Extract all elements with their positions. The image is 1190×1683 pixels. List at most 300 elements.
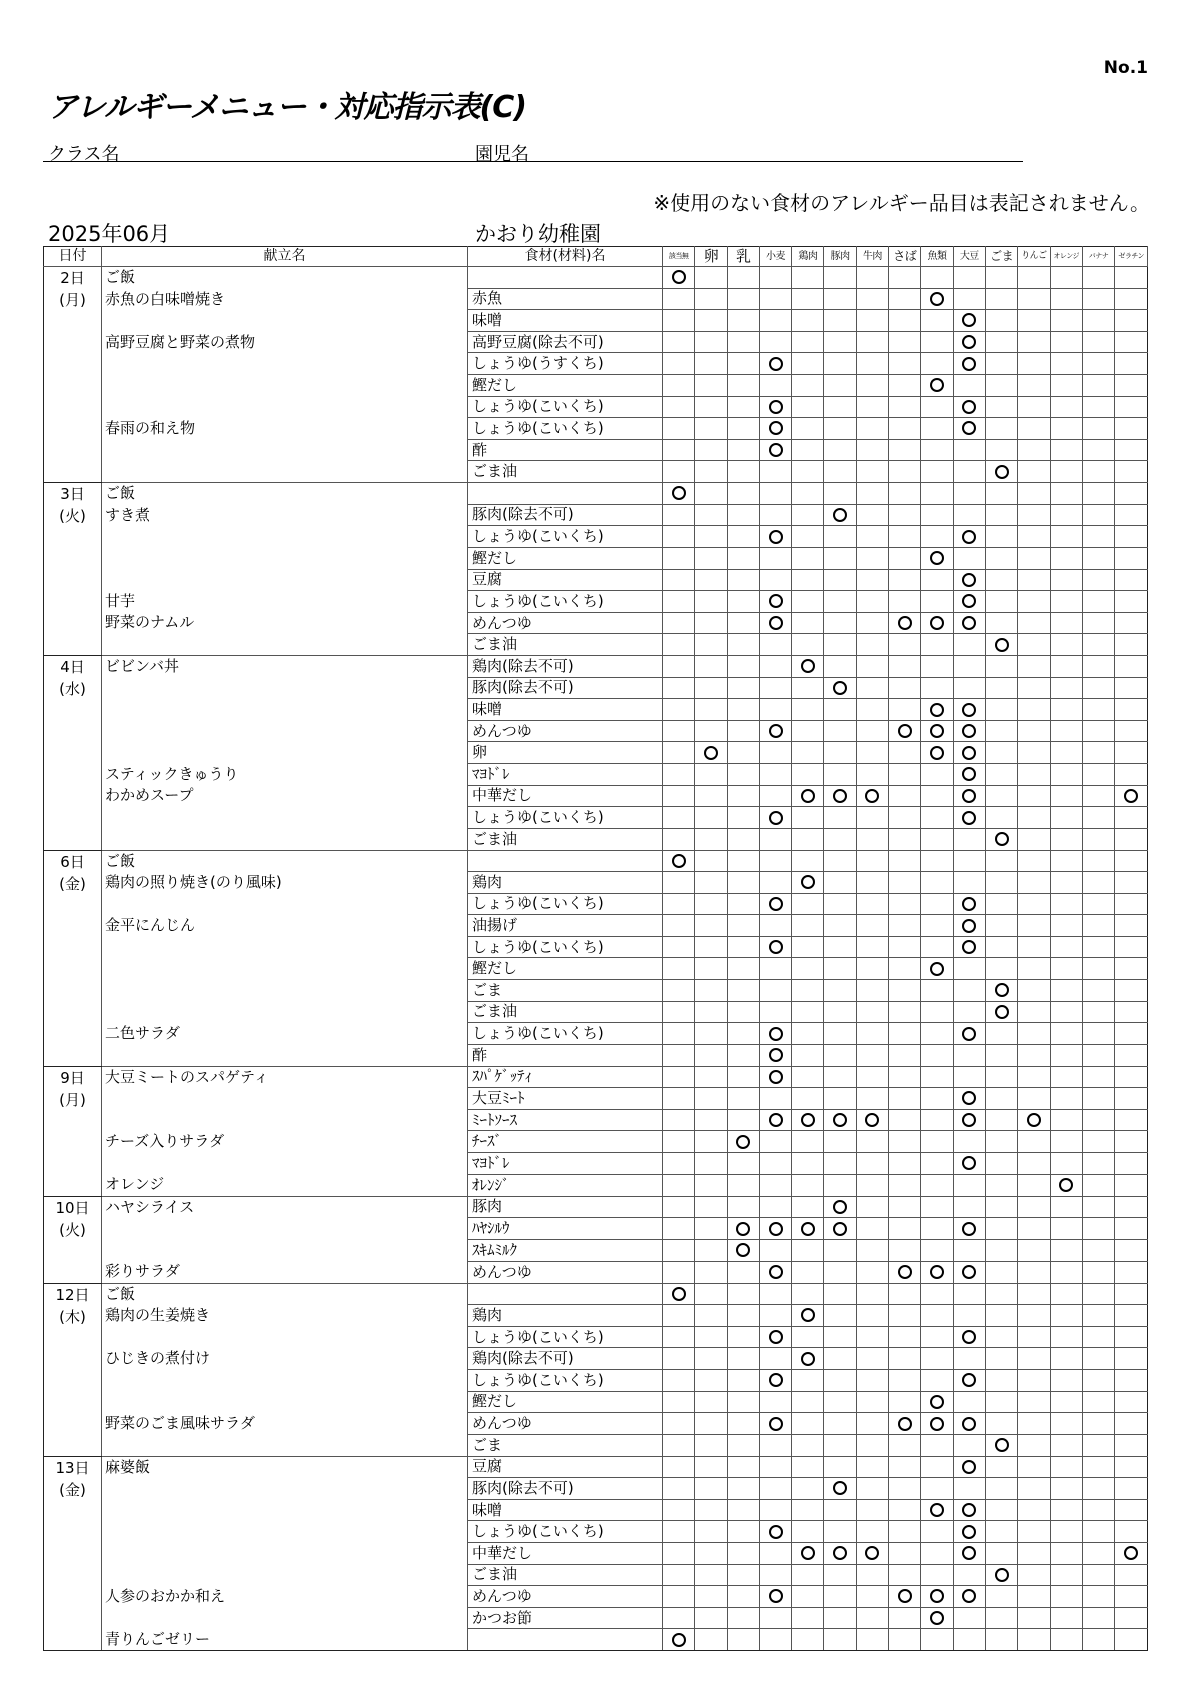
allergen-cell <box>1050 677 1082 699</box>
dish-name <box>102 1110 467 1132</box>
allergen-cell <box>663 634 695 656</box>
allergen-cell <box>985 1607 1017 1629</box>
allergen-cell <box>695 720 727 742</box>
allergen-cell <box>727 677 759 699</box>
allergen-cell <box>1050 1109 1082 1131</box>
allergen-cell <box>1115 1066 1148 1088</box>
allergen-cell <box>759 1326 791 1348</box>
allergen-cell <box>727 1109 759 1131</box>
allergen-cell <box>1082 958 1114 980</box>
allergen-cell <box>921 310 953 332</box>
allergen-mark-circle <box>801 1222 815 1236</box>
allergen-cell <box>663 1499 695 1521</box>
allergen-mark-circle <box>962 940 976 954</box>
dish-cell <box>102 267 468 483</box>
allergen-cell <box>824 267 856 289</box>
allergen-cell <box>759 1629 791 1651</box>
allergen-mark-circle <box>865 789 879 803</box>
allergen-cell <box>1018 1413 1050 1435</box>
dish-name <box>102 894 467 916</box>
table-row <box>44 1066 1148 1088</box>
allergen-mark-circle <box>930 703 944 717</box>
allergen-cell <box>759 699 791 721</box>
allergen-cell <box>921 1218 953 1240</box>
allergen-cell <box>985 1044 1017 1066</box>
allergen-cell <box>1082 1174 1114 1196</box>
allergen-mark-circle <box>801 1113 815 1127</box>
allergen-cell <box>1082 1261 1114 1283</box>
allergen-cell <box>792 418 824 440</box>
allergen-cell <box>1115 872 1148 894</box>
allergen-mark-circle <box>769 421 783 435</box>
ingredient-name: 鰹だし <box>468 1391 663 1413</box>
allergen-cell <box>921 1478 953 1500</box>
allergen-cell <box>889 958 921 980</box>
allergen-cell <box>824 439 856 461</box>
allergen-mark-circle <box>995 983 1009 997</box>
allergen-cell <box>1115 547 1148 569</box>
allergen-cell <box>1115 439 1148 461</box>
allergen-cell <box>824 764 856 786</box>
allergen-cell <box>824 1370 856 1392</box>
allergen-cell <box>759 526 791 548</box>
ingredient-name: 豚肉(除去不可) <box>468 1478 663 1500</box>
allergen-cell <box>727 1196 759 1218</box>
ingredient-name: 鰹だし <box>468 374 663 396</box>
ingredient-name <box>468 1283 663 1305</box>
allergen-cell <box>759 1153 791 1175</box>
allergen-cell <box>727 569 759 591</box>
school-name: かおり幼稚園 <box>475 222 601 246</box>
allergen-cell <box>695 828 727 850</box>
allergen-cell <box>792 958 824 980</box>
allergen-cell <box>1115 1240 1148 1262</box>
dish-name <box>102 1478 467 1500</box>
date-day: 3日 <box>60 485 85 503</box>
allergen-mark-circle <box>769 357 783 371</box>
allergen-mark-circle <box>962 616 976 630</box>
allergen-cell <box>953 634 985 656</box>
dish-name <box>102 1153 467 1175</box>
header-allergen: 乳 <box>727 247 759 267</box>
allergen-cell <box>727 1240 759 1262</box>
allergen-cell <box>1050 1478 1082 1500</box>
allergen-cell <box>953 569 985 591</box>
allergen-cell <box>1082 677 1114 699</box>
allergen-cell <box>1050 1607 1082 1629</box>
table-row <box>44 267 1148 289</box>
allergen-cell <box>727 439 759 461</box>
allergen-cell <box>663 1066 695 1088</box>
allergen-cell <box>824 872 856 894</box>
allergen-cell <box>695 1305 727 1327</box>
allergen-cell <box>985 1370 1017 1392</box>
allergen-cell <box>824 828 856 850</box>
allergen-cell <box>1115 1044 1148 1066</box>
allergen-cell <box>824 1348 856 1370</box>
allergen-cell <box>921 1499 953 1521</box>
allergen-cell <box>953 1564 985 1586</box>
allergen-cell <box>824 569 856 591</box>
allergen-cell <box>759 1370 791 1392</box>
allergen-cell <box>695 1044 727 1066</box>
allergen-mark-circle <box>962 357 976 371</box>
allergen-cell <box>695 1066 727 1088</box>
allergen-cell <box>663 1348 695 1370</box>
allergen-cell <box>663 1370 695 1392</box>
allergen-cell <box>1082 1391 1114 1413</box>
allergen-mark-circle <box>962 1460 976 1474</box>
allergen-mark-circle <box>1027 1113 1041 1127</box>
dish-name <box>102 353 467 375</box>
allergen-cell <box>663 1391 695 1413</box>
header-dish: 献立名 <box>102 247 468 267</box>
allergen-cell <box>663 699 695 721</box>
allergen-cell <box>953 807 985 829</box>
allergen-cell <box>856 1542 888 1564</box>
allergen-cell <box>985 1261 1017 1283</box>
allergen-cell <box>824 591 856 613</box>
ingredient-name: しょうゆ(こいくち) <box>468 526 663 548</box>
allergen-cell <box>1082 461 1114 483</box>
allergen-cell <box>953 893 985 915</box>
dish-cell <box>102 1283 468 1456</box>
allergen-mark-circle <box>962 335 976 349</box>
allergen-cell <box>663 1240 695 1262</box>
allergen-mark-circle <box>962 573 976 587</box>
allergen-cell <box>792 612 824 634</box>
ingredient-name: しょうゆ(こいくち) <box>468 396 663 418</box>
date-weekday: (金) <box>59 1480 86 1499</box>
allergen-cell <box>792 807 824 829</box>
allergen-cell <box>889 1066 921 1088</box>
allergen-cell <box>921 418 953 440</box>
allergen-cell <box>663 1478 695 1500</box>
class-name-line[interactable] <box>43 161 473 162</box>
allergen-cell <box>695 1391 727 1413</box>
allergen-cell <box>1082 1023 1114 1045</box>
allergen-cell <box>1018 1066 1050 1088</box>
allergen-cell <box>1018 526 1050 548</box>
allergen-cell <box>953 331 985 353</box>
allergen-cell <box>953 504 985 526</box>
allergen-cell <box>663 742 695 764</box>
allergen-cell <box>695 807 727 829</box>
allergen-cell <box>921 1088 953 1110</box>
allergen-cell <box>759 483 791 505</box>
allergen-cell <box>921 656 953 678</box>
allergen-cell <box>921 764 953 786</box>
allergen-cell <box>824 374 856 396</box>
allergen-cell <box>1018 1456 1050 1478</box>
allergen-cell <box>695 1326 727 1348</box>
allergen-cell <box>1115 1305 1148 1327</box>
allergen-cell <box>985 418 1017 440</box>
allergen-cell <box>1018 331 1050 353</box>
allergen-cell <box>953 656 985 678</box>
allergen-cell <box>792 634 824 656</box>
allergen-cell <box>695 1023 727 1045</box>
ingredient-name: ﾐｰﾄｿｰｽ <box>468 1109 663 1131</box>
allergen-cell <box>759 785 791 807</box>
allergen-cell <box>1018 353 1050 375</box>
allergen-cell <box>695 288 727 310</box>
allergen-cell <box>921 1434 953 1456</box>
allergen-cell <box>695 310 727 332</box>
allergen-cell <box>889 1174 921 1196</box>
allergen-cell <box>1115 1001 1148 1023</box>
allergen-cell <box>985 461 1017 483</box>
allergen-cell <box>985 267 1017 289</box>
allergen-cell <box>663 785 695 807</box>
allergen-mark-circle <box>833 1546 847 1560</box>
allergen-cell <box>856 1218 888 1240</box>
allergen-cell <box>921 612 953 634</box>
allergen-cell <box>695 1240 727 1262</box>
allergen-cell <box>1018 1174 1050 1196</box>
allergen-cell <box>824 742 856 764</box>
allergen-mark-circle <box>769 897 783 911</box>
ingredient-name: 中華だし <box>468 785 663 807</box>
allergen-mark-circle <box>930 378 944 392</box>
dish-name: 彩りサラダ <box>105 1262 180 1280</box>
allergen-mark-circle <box>962 919 976 933</box>
allergen-cell <box>953 396 985 418</box>
allergen-cell <box>1082 504 1114 526</box>
allergen-cell <box>1018 310 1050 332</box>
dish-name: ご飯 <box>105 268 136 286</box>
allergen-cell <box>663 310 695 332</box>
allergen-cell <box>824 1174 856 1196</box>
allergen-cell <box>727 980 759 1002</box>
allergen-cell <box>953 1174 985 1196</box>
allergen-cell <box>824 807 856 829</box>
allergen-mark-circle <box>930 551 944 565</box>
allergen-mark-circle <box>769 1027 783 1041</box>
allergen-cell <box>1115 828 1148 850</box>
allergen-cell <box>921 1001 953 1023</box>
allergen-cell <box>792 1261 824 1283</box>
allergen-cell <box>1050 526 1082 548</box>
allergen-cell <box>727 591 759 613</box>
allergen-cell <box>856 526 888 548</box>
allergen-cell <box>727 504 759 526</box>
allergen-cell <box>985 1413 1017 1435</box>
allergen-cell <box>1115 1023 1148 1045</box>
allergen-cell <box>824 980 856 1002</box>
allergen-cell <box>889 1434 921 1456</box>
allergen-cell <box>985 1586 1017 1608</box>
allergen-cell <box>727 915 759 937</box>
allergen-cell <box>663 288 695 310</box>
allergen-mark-circle <box>930 292 944 306</box>
date-day: 12日 <box>55 1285 90 1304</box>
allergen-cell <box>695 656 727 678</box>
allergen-cell <box>953 1521 985 1543</box>
ingredient-name: めんつゆ <box>468 720 663 742</box>
allergen-cell <box>985 785 1017 807</box>
allergen-cell <box>889 742 921 764</box>
allergen-cell <box>663 483 695 505</box>
allergen-cell <box>889 1196 921 1218</box>
allergen-cell <box>695 461 727 483</box>
allergen-cell <box>921 1174 953 1196</box>
allergen-cell <box>921 1044 953 1066</box>
allergen-cell <box>727 893 759 915</box>
allergen-cell <box>824 288 856 310</box>
allergen-cell <box>1082 1088 1114 1110</box>
allergen-cell <box>953 1434 985 1456</box>
allergen-cell <box>759 1521 791 1543</box>
allergen-cell <box>921 915 953 937</box>
allergen-cell <box>759 591 791 613</box>
allergen-cell <box>792 1066 824 1088</box>
allergen-cell <box>1050 807 1082 829</box>
allergen-cell <box>695 958 727 980</box>
allergen-cell <box>1115 1088 1148 1110</box>
allergen-cell <box>792 1196 824 1218</box>
allergen-cell <box>695 1586 727 1608</box>
allergen-cell <box>727 374 759 396</box>
allergen-cell <box>727 1283 759 1305</box>
allergen-cell <box>921 267 953 289</box>
allergen-cell <box>663 374 695 396</box>
allergen-cell <box>889 1629 921 1651</box>
allergen-cell <box>663 1305 695 1327</box>
allergen-cell <box>792 288 824 310</box>
allergen-cell <box>1050 785 1082 807</box>
allergen-cell <box>824 1607 856 1629</box>
allergen-cell <box>953 1196 985 1218</box>
ingredient-name: ごま油 <box>468 461 663 483</box>
allergen-cell <box>856 1564 888 1586</box>
allergen-cell <box>695 1153 727 1175</box>
allergen-cell <box>1115 483 1148 505</box>
allergen-cell <box>1050 1044 1082 1066</box>
allergen-cell <box>663 1088 695 1110</box>
allergen-cell <box>1018 1478 1050 1500</box>
allergen-cell <box>921 1629 953 1651</box>
allergen-cell <box>759 1542 791 1564</box>
allergen-cell <box>1018 828 1050 850</box>
allergen-cell <box>1018 807 1050 829</box>
dish-name <box>102 1044 467 1066</box>
allergen-cell <box>663 958 695 980</box>
allergen-cell <box>759 764 791 786</box>
allergen-cell <box>953 1478 985 1500</box>
allergen-mark-circle <box>962 1503 976 1517</box>
allergen-cell <box>727 1391 759 1413</box>
allergen-mark-circle <box>736 1135 750 1149</box>
dish-name: 野菜のごま風味サラダ <box>105 1413 255 1432</box>
ingredient-name: 卵 <box>468 742 663 764</box>
allergen-cell <box>1018 1499 1050 1521</box>
allergen-cell <box>727 656 759 678</box>
ingredient-name: ﾊﾔｼﾙｳ <box>468 1218 663 1240</box>
allergen-cell <box>1115 1456 1148 1478</box>
allergen-cell <box>663 1326 695 1348</box>
allergen-mark-circle <box>962 724 976 738</box>
allergen-cell <box>1115 374 1148 396</box>
dish-name: 野菜のナムル <box>105 613 195 631</box>
allergen-mark-circle <box>736 1222 750 1236</box>
allergen-cell <box>759 893 791 915</box>
allergen-cell <box>1050 893 1082 915</box>
allergen-cell <box>1082 828 1114 850</box>
table-header-row <box>44 247 1148 267</box>
allergen-cell <box>1018 958 1050 980</box>
allergen-cell <box>1115 1629 1148 1651</box>
allergen-cell <box>695 418 727 440</box>
allergen-cell <box>953 1283 985 1305</box>
allergen-cell <box>985 526 1017 548</box>
allergen-cell <box>856 677 888 699</box>
allergen-cell <box>792 980 824 1002</box>
allergen-cell <box>663 677 695 699</box>
allergen-cell <box>727 483 759 505</box>
allergen-cell <box>953 461 985 483</box>
allergen-cell <box>1018 1305 1050 1327</box>
allergen-cell <box>921 1240 953 1262</box>
allergen-cell <box>1050 310 1082 332</box>
allergen-cell <box>921 1542 953 1564</box>
allergen-cell <box>1082 850 1114 872</box>
allergen-mark-circle <box>833 1113 847 1127</box>
ingredient-name: 赤魚 <box>468 288 663 310</box>
allergen-cell <box>1082 1521 1114 1543</box>
allergen-cell <box>824 1283 856 1305</box>
allergen-cell <box>727 1326 759 1348</box>
allergen-cell <box>759 1499 791 1521</box>
page-number: No.1 <box>1103 58 1148 78</box>
allergen-cell <box>1115 331 1148 353</box>
allergen-cell <box>921 699 953 721</box>
allergen-cell <box>1050 418 1082 440</box>
dish-cell <box>102 1456 468 1651</box>
allergen-cell <box>1018 699 1050 721</box>
allergen-cell <box>824 1153 856 1175</box>
allergen-cell <box>663 1218 695 1240</box>
allergen-cell <box>663 1521 695 1543</box>
allergen-cell <box>1115 288 1148 310</box>
allergen-cell <box>759 828 791 850</box>
allergen-mark-circle <box>995 638 1009 652</box>
dish-name <box>102 1218 467 1240</box>
allergen-cell <box>663 461 695 483</box>
allergen-mark-circle <box>704 746 718 760</box>
dish-name <box>102 439 467 461</box>
allergen-cell <box>792 374 824 396</box>
allergen-mark-circle <box>930 616 944 630</box>
ingredient-name: しょうゆ(こいくち) <box>468 807 663 829</box>
header-allergen: 牛肉 <box>856 247 888 267</box>
allergen-cell <box>953 1391 985 1413</box>
allergen-cell <box>695 374 727 396</box>
allergen-cell <box>921 569 953 591</box>
allergen-cell <box>953 310 985 332</box>
allergen-cell <box>792 1109 824 1131</box>
dish-name <box>102 828 467 850</box>
allergen-cell <box>759 1196 791 1218</box>
allergen-cell <box>759 547 791 569</box>
child-name-line[interactable] <box>473 161 1023 162</box>
allergen-cell <box>985 699 1017 721</box>
allergen-cell <box>985 1456 1017 1478</box>
allergen-cell <box>824 461 856 483</box>
allergen-cell <box>985 720 1017 742</box>
allergen-cell <box>856 1044 888 1066</box>
allergen-cell <box>759 915 791 937</box>
